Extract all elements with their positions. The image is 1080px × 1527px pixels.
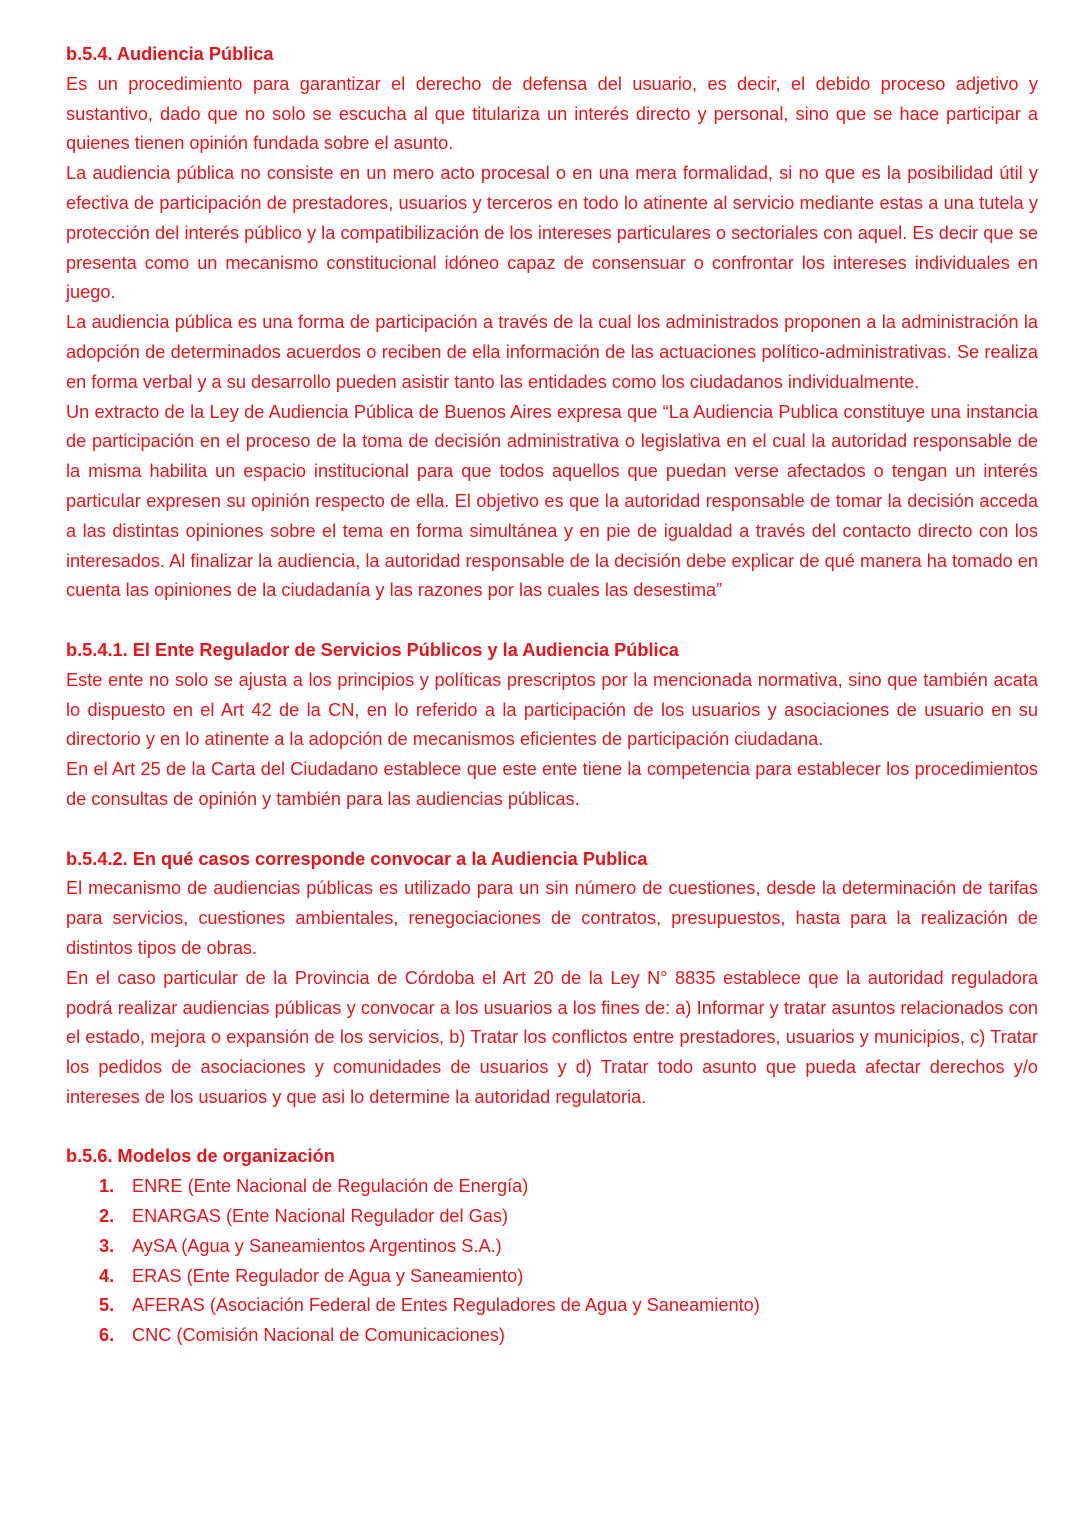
section-heading-b-5-4-2: b.5.4.2. En qué casos corresponde convocar a la Audiencia Publica (66, 848, 648, 869)
paragraph: La audiencia pública no consiste en un mero acto procesal o en una mera formalidad, si no que es la posibilidad útil y efectiva de participación de prestadores, usuarios y terceros en todo lo atinente al servicio mediante estas a una tutela y protección del interés público y la compatibilización de los intereses particulares o sectoriales con aquel. Es decir que se presenta como un mecanismo constitucional idóneo capaz de consensuar o confrontar los intereses individuales en juego. (66, 163, 1038, 303)
list-number: 5. (99, 1295, 115, 1316)
list-item-text: ENRE (Ente Nacional de Regulación de Energía) (132, 1176, 529, 1197)
paragraph: El mecanismo de audiencias públicas es utilizado para un sin número de cuestiones, desde la determinación de tarifas para servicios, cuestiones ambientales, renegociaciones de contratos, presupuestos, hasta para la realización de distintos tipos de obras. (66, 878, 1038, 958)
paragraph: Este ente no solo se ajusta a los principios y políticas prescriptos por la mencionada normativa, sino que también acata lo dispuesto en el Art 42 de la CN, en lo referido a la participación de los usuarios y asociaciones de usuario en su directorio y en lo atinente a la adopción de mecanismos eficientes de participación ciudadana. (66, 669, 1038, 750)
list-number: 4. (99, 1265, 115, 1286)
section-heading-b-5-4-1: b.5.4.1. El Ente Regulador de Servicios Públicos y la Audiencia Pública (66, 639, 679, 660)
list-item (66, 1262, 1038, 1292)
list-number: 1. (99, 1176, 115, 1197)
section-spacer (66, 815, 1038, 845)
list-number: 2. (99, 1206, 115, 1227)
section-spacer (66, 1113, 1038, 1143)
list-number: 6. (99, 1325, 115, 1346)
paragraph: En el caso particular de la Provincia de Córdoba el Art 20 de la Ley N° 8835 establece que la autoridad reguladora podrá realizar audiencias públicas y convocar a los usuarios a los fines de: a) Informar y tratar asuntos relacionados con el estado, mejora o expansión de los servicios, b) Tratar los conflictos entre prestadores, usuarios y municipios, c) Tratar los pedidos de asociaciones y comunidades de usuarios y d) Tratar todo asunto que pueda afectar derechos y/o intereses de los usuarios y que asi lo determine la autoridad regulatoria. (66, 967, 1038, 1107)
paragraph: Es un procedimiento para garantizar el derecho de defensa del usuario, es decir, el debido proceso adjetivo y sustantivo, dado que no solo se escucha al que titulariza un interés directo y personal, sino que se hace participar a quienes tienen opinión fundada sobre el asunto. (66, 73, 1038, 154)
list-item (66, 1172, 1038, 1202)
document-page (66, 40, 1038, 1351)
paragraph: Un extracto de la Ley de Audiencia Pública de Buenos Aires expresa que “La Audiencia Publica constituye una instancia de participación en el proceso de la toma de decisión administrativa o legislativa en el cual la autoridad responsable de la misma habilita un espacio institucional para que todos aquellos que puedan verse afectados o tengan un interés particular expresen su opinión respecto de ella. El objetivo es que la autoridad responsable de tomar la decisión acceda a las distintas opiniones sobre el tema en forma simultánea y en pie de igualdad a través del contacto directo con los interesados. Al finalizar la audiencia, la autoridad responsable de la decisión debe explicar de qué manera ha tomado en cuenta las opiniones de la ciudadanía y las razones por las cuales las desestima” (66, 401, 1038, 601)
list-item (66, 1291, 1038, 1321)
paragraph: La audiencia pública es una forma de participación a través de la cual los administrados proponen a la administración la adopción de determinados acuerdos o reciben de ella información de las actuaciones político-administrativas. Se realiza en forma verbal y a su desarrollo pueden asistir tanto las entidades como los ciudadanos individualmente. (66, 312, 1038, 392)
list-number: 3. (99, 1235, 115, 1256)
list-item-text: AySA (Agua y Saneamientos Argentinos S.A.) (132, 1235, 502, 1256)
list-item-text: AFERAS (Asociación Federal de Entes Reguladores de Agua y Saneamiento) (132, 1295, 760, 1316)
list-item-text: ERAS (Ente Regulador de Agua y Saneamiento) (132, 1265, 524, 1286)
paragraph: En el Art 25 de la Carta del Ciudadano establece que este ente tiene la competencia para establecer los procedimientos de consultas de opinión y también para las audiencias públicas. (66, 759, 1038, 809)
list-item-text: ENARGAS (Ente Nacional Regulador del Gas) (132, 1206, 509, 1227)
section-heading-b-5-6: b.5.6. Modelos de organización (66, 1146, 335, 1167)
section-heading-b-5-4: b.5.4. Audiencia Pública (66, 44, 274, 64)
list-item (66, 1202, 1038, 1232)
models-list (66, 1172, 1038, 1351)
list-item (66, 1321, 1038, 1351)
list-item (66, 1232, 1038, 1262)
section-spacer (66, 606, 1038, 636)
list-item-text: CNC (Comisión Nacional de Comunicaciones) (132, 1325, 505, 1346)
